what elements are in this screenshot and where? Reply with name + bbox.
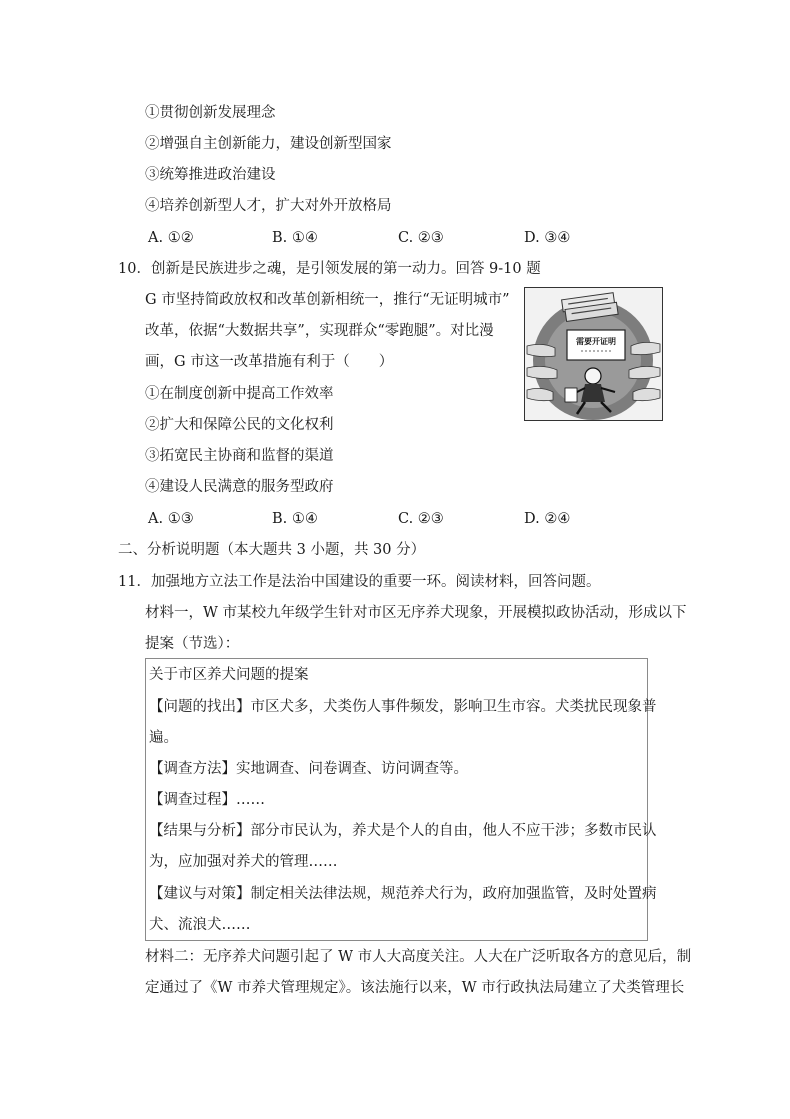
- q9-choice-b: B. ①④: [272, 230, 318, 246]
- comic-illustration: [524, 287, 663, 421]
- q10-item-4: ④建设人民满意的服务型政府: [145, 479, 334, 495]
- proposal-line-suggestion-cont: 犬、流浪犬……: [149, 917, 251, 933]
- q9-item-2: ②增强自主创新能力，建设创新型国家: [145, 136, 392, 152]
- q11-stem: 11．加强地方立法工作是法治中国建设的重要一环。阅读材料，回答问题。: [118, 574, 601, 590]
- q11-material2-line-1: 材料二：无序养犬问题引起了 W 市人大高度关注。人大在广泛听取各方的意见后，制: [145, 949, 692, 965]
- q10-choice-a: A. ①③: [148, 511, 194, 527]
- q10-material-line-1: G 市坚持简政放权和改革创新相统一，推行“无证明城市”: [145, 292, 510, 308]
- proposal-line-problem: 【问题的找出】市区犬多，犬类伤人事件频发，影响卫生市容。犬类扰民现象普: [149, 699, 657, 715]
- q10-choice-c: C. ②③: [398, 511, 444, 527]
- q9-item-1: ①贯彻创新发展理念: [145, 105, 276, 121]
- q10-item-1: ①在制度创新中提高工作效率: [145, 386, 334, 402]
- proposal-line-process: 【调查过程】……: [149, 792, 265, 808]
- section-two-title: 二、分析说明题（本大题共 3 小题，共 30 分）: [118, 542, 426, 558]
- q10-material-line-3: 画，G 市这一改革措施有利于（ ）: [145, 354, 394, 370]
- proposal-line-problem-cont: 遍。: [149, 730, 178, 746]
- q10-item-2: ②扩大和保障公民的文化权利: [145, 417, 334, 433]
- proposal-title: 关于市区养犬问题的提案: [149, 667, 309, 683]
- q10-choice-b: B. ①④: [272, 511, 318, 527]
- proposal-line-result-cont: 为，应加强对养犬的管理……: [149, 854, 338, 870]
- q11-material1-line-2: 提案（节选）：: [145, 636, 240, 652]
- q10-stem: 10．创新是民族进步之魂，是引领发展的第一动力。回答 9-10 题: [118, 261, 541, 277]
- q10-item-3: ③拓宽民主协商和监督的渠道: [145, 448, 334, 464]
- proposal-line-method: 【调查方法】实地调查、问卷调查、访问调查等。: [149, 761, 468, 777]
- cartoon-sign-text: 需要开证明: [576, 337, 616, 346]
- q9-item-3: ③统筹推进政治建设: [145, 167, 276, 183]
- q9-choice-d: D. ③④: [524, 230, 571, 246]
- comic-drawing: [525, 288, 662, 420]
- q10-choice-d: D. ②④: [524, 511, 571, 527]
- q10-material-line-2: 改革，依据“大数据共享”，实现群众“零跑腿”。对比漫: [145, 323, 494, 339]
- q9-choice-c: C. ②③: [398, 230, 444, 246]
- q9-choice-a: A. ①②: [148, 230, 194, 246]
- proposal-line-suggestion: 【建议与对策】制定相关法律法规，规范养犬行为，政府加强监管，及时处置病: [149, 886, 657, 902]
- q11-material1-line-1: 材料一，W 市某校九年级学生针对市区无序养犬现象，开展模拟政协活动，形成以下: [145, 605, 687, 621]
- q9-item-4: ④培养创新型人才，扩大对外开放格局: [145, 198, 392, 214]
- q11-material2-line-2: 定通过了《W 市养犬管理规定》。该法施行以来，W 市行政执法局建立了犬类管理长: [145, 980, 685, 996]
- proposal-line-result: 【结果与分析】部分市民认为，养犬是个人的自由，他人不应干涉；多数市民认: [149, 823, 657, 839]
